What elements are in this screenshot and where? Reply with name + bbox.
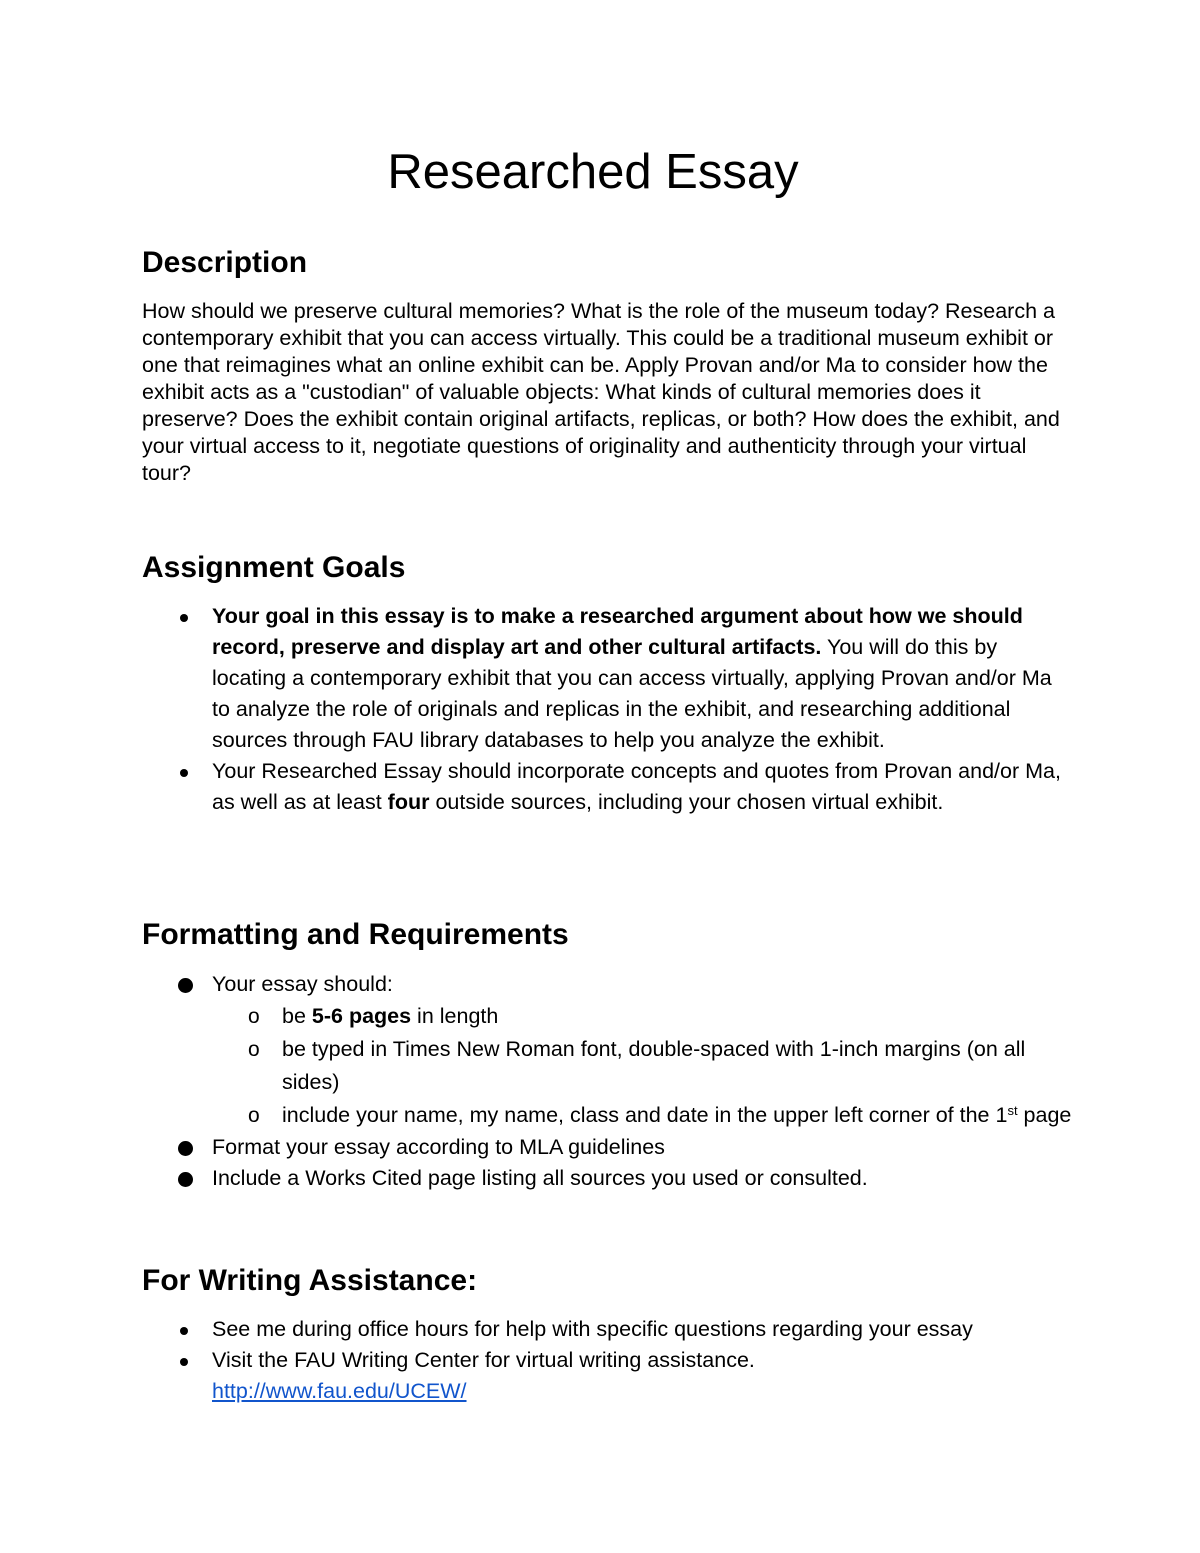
- assignment-goals-heading: Assignment Goals: [142, 551, 406, 584]
- list-item: [142, 1345, 1072, 1407]
- list-item: [142, 601, 1072, 756]
- header-info-text: include your name, my name, class and date in the upper left corner of the 1: [282, 1103, 1008, 1127]
- formatting-heading: Formatting and Requirements: [142, 918, 569, 951]
- bullet-icon: [180, 1358, 188, 1366]
- description-paragraph: How should we preserve cultural memories? What is the role of the museum today? Research a contemporary exhibit that you can access virtually. This could be a traditional museum exhibit or one that reimagines what an online exhibit can be. Apply Provan and/or Ma to consider how the exhibit acts as a "custodian" of valuable objects: What kinds of cultural memories does it preserve? Does the exhibit contain original artifacts, replicas, or both? How does the exhibit, and your virtual access to it, negotiate questions of originality and authenticity through your virtual tour?: [142, 299, 1060, 485]
- sources-count-bold: four: [387, 790, 430, 814]
- list-item: [142, 969, 1072, 1132]
- goal-statement-bold: Your goal in this essay is to make a researched argument about how we should record, preserve and display art and other cultural artifacts.: [212, 604, 1023, 659]
- bullet-icon: [178, 1141, 193, 1156]
- goal-statement-text: You will do this by locating a contemporary exhibit that you can access virtually, applying Provan and/or Ma to analyze the role of originals and replicas in the exhibit, and researching additional sources through FAU library databases to help you analyze the exhibit.: [212, 635, 1052, 752]
- font-spacing-text: be typed in Times New Roman font, double-spaced with 1-inch margins (on all sides): [282, 1037, 1026, 1094]
- essay-requirements-sublist: [212, 1000, 1072, 1132]
- bullet-icon: [180, 614, 188, 622]
- sub-list-item: [212, 1033, 1072, 1099]
- sources-text-before: Your Researched Essay should incorporate concepts and quotes from Provan and/or Ma, as well as at least: [212, 759, 1061, 814]
- writing-assistance-list: [142, 1314, 1072, 1407]
- bullet-icon: [180, 1327, 188, 1335]
- writing-assistance-heading: For Writing Assistance:: [142, 1264, 478, 1297]
- list-item: [142, 756, 1072, 818]
- ordinal-superscript: st: [1007, 1103, 1018, 1118]
- length-text-before: be: [282, 1004, 312, 1028]
- list-item: [142, 1163, 1072, 1194]
- bullet-icon: [180, 769, 188, 777]
- hollow-circle-bullet-icon: o: [248, 1104, 260, 1127]
- writing-center-link[interactable]: http://www.fau.edu/UCEW/: [212, 1379, 467, 1403]
- office-hours-text: See me during office hours for help with specific questions regarding your essay: [212, 1317, 973, 1341]
- works-cited-text: Include a Works Cited page listing all sources you used or consulted.: [212, 1166, 868, 1190]
- list-item: [142, 1314, 1072, 1345]
- length-text-after: in length: [411, 1004, 499, 1028]
- formatting-list: [142, 969, 1072, 1194]
- writing-center-text: Visit the FAU Writing Center for virtual writing assistance.: [212, 1348, 755, 1372]
- assignment-goals-list: [142, 601, 1072, 818]
- bullet-icon: [178, 1172, 193, 1187]
- bullet-icon: [178, 978, 193, 993]
- mla-text: Format your essay according to MLA guidelines: [212, 1135, 665, 1159]
- description-heading: Description: [142, 246, 308, 279]
- page-count-bold: 5-6 pages: [311, 1004, 412, 1028]
- sub-list-item: [212, 1000, 1072, 1033]
- sub-list-item: [212, 1099, 1072, 1132]
- list-item: [142, 1132, 1072, 1163]
- hollow-circle-bullet-icon: o: [248, 1005, 260, 1028]
- sources-text-after: outside sources, including your chosen virtual exhibit.: [429, 790, 944, 814]
- header-info-text-end: page: [1017, 1103, 1072, 1127]
- essay-should-text: Your essay should:: [212, 972, 393, 996]
- document-title: Researched Essay: [387, 145, 799, 199]
- hollow-circle-bullet-icon: o: [248, 1038, 260, 1061]
